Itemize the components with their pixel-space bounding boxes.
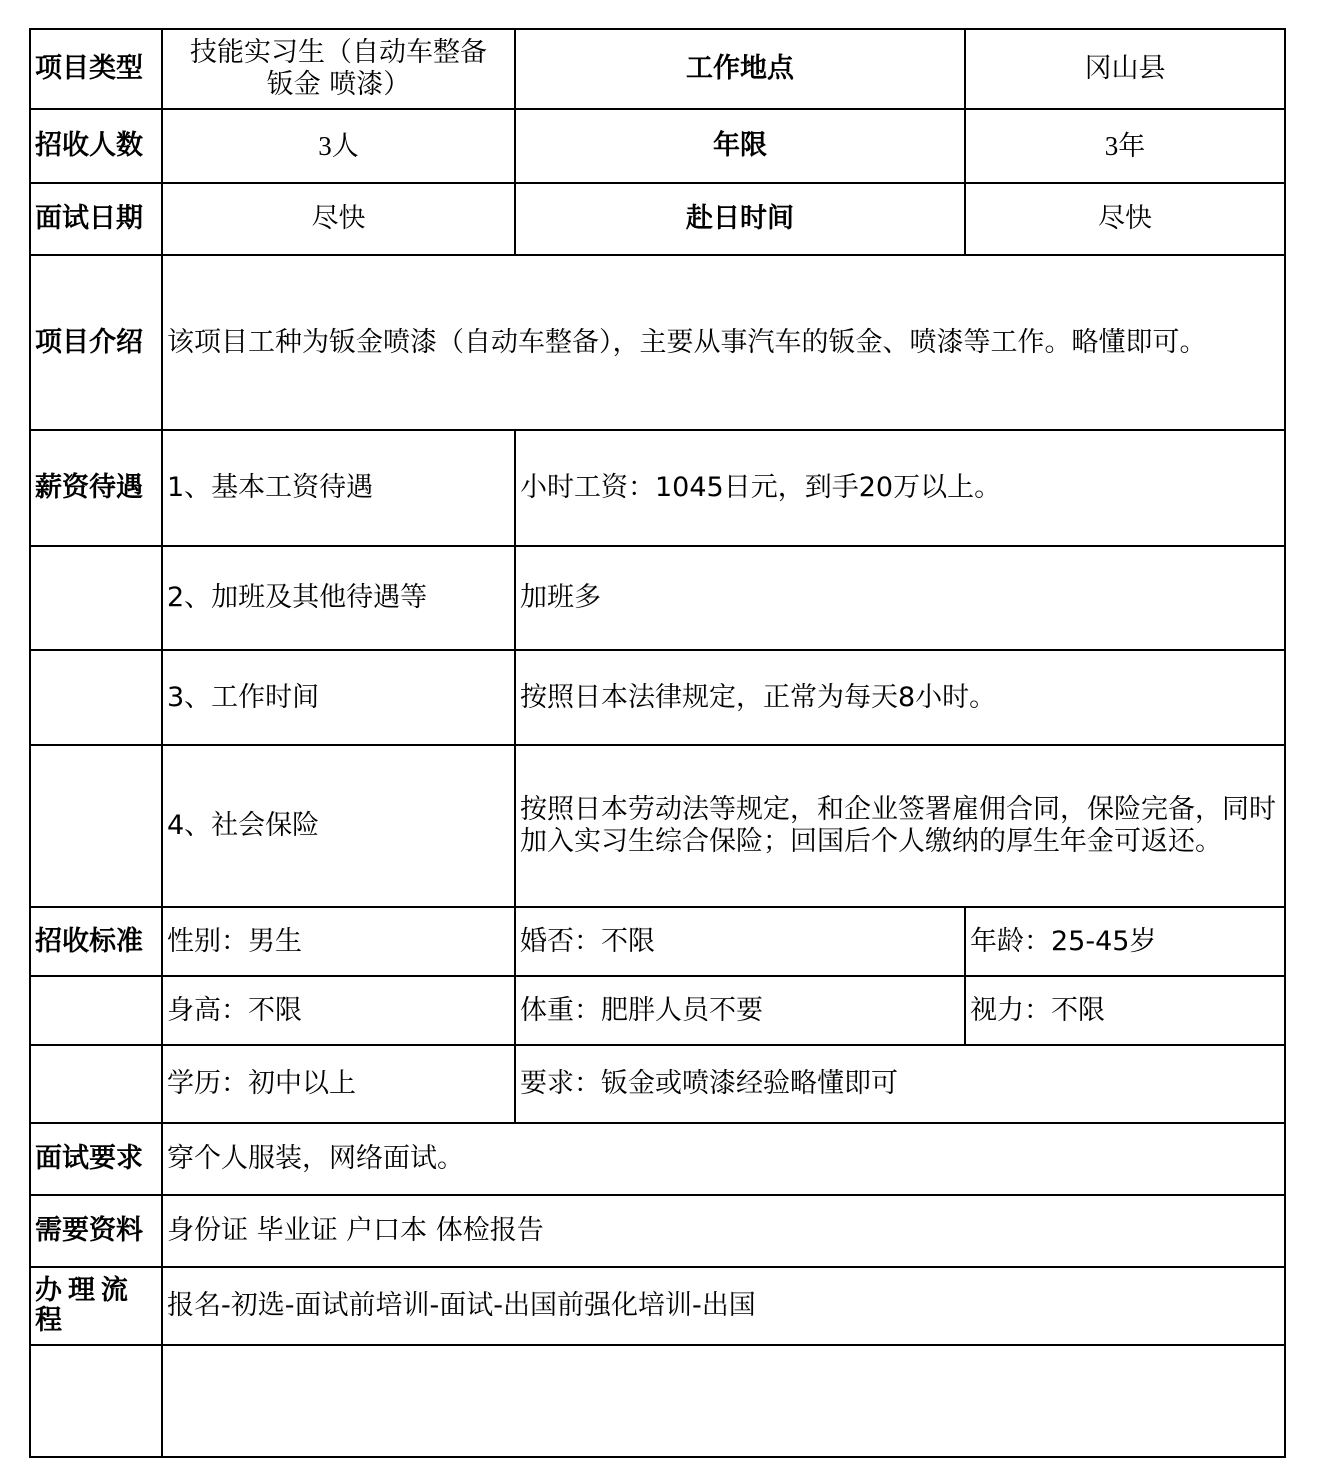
recruitment-table bbox=[29, 28, 1286, 1458]
row-criteria-3 bbox=[30, 1045, 1285, 1123]
row-salary-4 bbox=[30, 745, 1285, 907]
value-term: 3年 bbox=[965, 109, 1285, 183]
row-documents bbox=[30, 1195, 1285, 1267]
row-process bbox=[30, 1267, 1285, 1345]
salary-item-name: 3、工作时间 bbox=[162, 650, 515, 745]
empty-value-cell bbox=[162, 1345, 1285, 1457]
value-interview-req: 穿个人服装，网络面试。 bbox=[162, 1123, 1285, 1195]
label-salary: 薪资待遇 bbox=[30, 430, 162, 546]
salary-item-detail: 加班多 bbox=[515, 546, 1285, 650]
value-interview-date: 尽快 bbox=[162, 183, 515, 255]
label-project-intro: 项目介绍 bbox=[30, 255, 162, 430]
row-salary-3 bbox=[30, 650, 1285, 745]
salary-item-detail: 按照日本法律规定，正常为每天8小时。 bbox=[515, 650, 1285, 745]
row-intro bbox=[30, 255, 1285, 430]
row-salary-2 bbox=[30, 546, 1285, 650]
row-salary-1 bbox=[30, 430, 1285, 546]
row-project-type bbox=[30, 29, 1285, 109]
salary-item-name: 4、社会保险 bbox=[162, 745, 515, 907]
label-interview-req: 面试要求 bbox=[30, 1123, 162, 1195]
salary-item-name: 1、基本工资待遇 bbox=[162, 430, 515, 546]
salary-item-detail: 小时工资：1045日元，到手20万以上。 bbox=[515, 430, 1285, 546]
row-recruit bbox=[30, 109, 1285, 183]
label-term: 年限 bbox=[515, 109, 965, 183]
row-criteria-1 bbox=[30, 907, 1285, 976]
criteria-gender: 性别：男生 bbox=[162, 907, 515, 976]
empty-label-cell bbox=[30, 745, 162, 907]
row-criteria-2 bbox=[30, 976, 1285, 1045]
row-empty bbox=[30, 1345, 1285, 1457]
label-process: 办理流程 bbox=[30, 1267, 162, 1345]
empty-label-cell bbox=[30, 976, 162, 1045]
value-departure-time: 尽快 bbox=[965, 183, 1285, 255]
criteria-vision: 视力：不限 bbox=[965, 976, 1285, 1045]
label-documents: 需要资料 bbox=[30, 1195, 162, 1267]
empty-label-cell bbox=[30, 1045, 162, 1123]
label-departure-time: 赴日时间 bbox=[515, 183, 965, 255]
value-process: 报名-初选-面试前培训-面试-出国前强化培训-出国 bbox=[162, 1267, 1285, 1345]
empty-label-cell bbox=[30, 1345, 162, 1457]
label-interview-date: 面试日期 bbox=[30, 183, 162, 255]
value-work-location: 冈山县 bbox=[965, 29, 1285, 109]
criteria-requirement: 要求：钣金或喷漆经验略懂即可 bbox=[515, 1045, 1285, 1123]
empty-label-cell bbox=[30, 650, 162, 745]
label-work-location: 工作地点 bbox=[515, 29, 965, 109]
value-recruit-count: 3人 bbox=[162, 109, 515, 183]
salary-item-name: 2、加班及其他待遇等 bbox=[162, 546, 515, 650]
label-criteria: 招收标准 bbox=[30, 907, 162, 976]
criteria-age: 年龄：25-45岁 bbox=[965, 907, 1285, 976]
salary-item-detail: 按照日本劳动法等规定，和企业签署雇佣合同，保险完备，同时加入实习生综合保险；回国后个人缴纳的厚生年金可返还。 bbox=[515, 745, 1285, 907]
row-interview-req bbox=[30, 1123, 1285, 1195]
value-project-type: 技能实习生（自动车整备 钣金 喷漆） bbox=[162, 29, 515, 109]
value-documents: 身份证 毕业证 户口本 体检报告 bbox=[162, 1195, 1285, 1267]
criteria-height: 身高：不限 bbox=[162, 976, 515, 1045]
row-interview-date bbox=[30, 183, 1285, 255]
label-project-type: 项目类型 bbox=[30, 29, 162, 109]
value-project-intro: 该项目工种为钣金喷漆（自动车整备），主要从事汽车的钣金、喷漆等工作。略懂即可。 bbox=[162, 255, 1285, 430]
empty-label-cell bbox=[30, 546, 162, 650]
criteria-weight: 体重：肥胖人员不要 bbox=[515, 976, 965, 1045]
label-recruit-count: 招收人数 bbox=[30, 109, 162, 183]
criteria-education: 学历：初中以上 bbox=[162, 1045, 515, 1123]
criteria-marital: 婚否：不限 bbox=[515, 907, 965, 976]
